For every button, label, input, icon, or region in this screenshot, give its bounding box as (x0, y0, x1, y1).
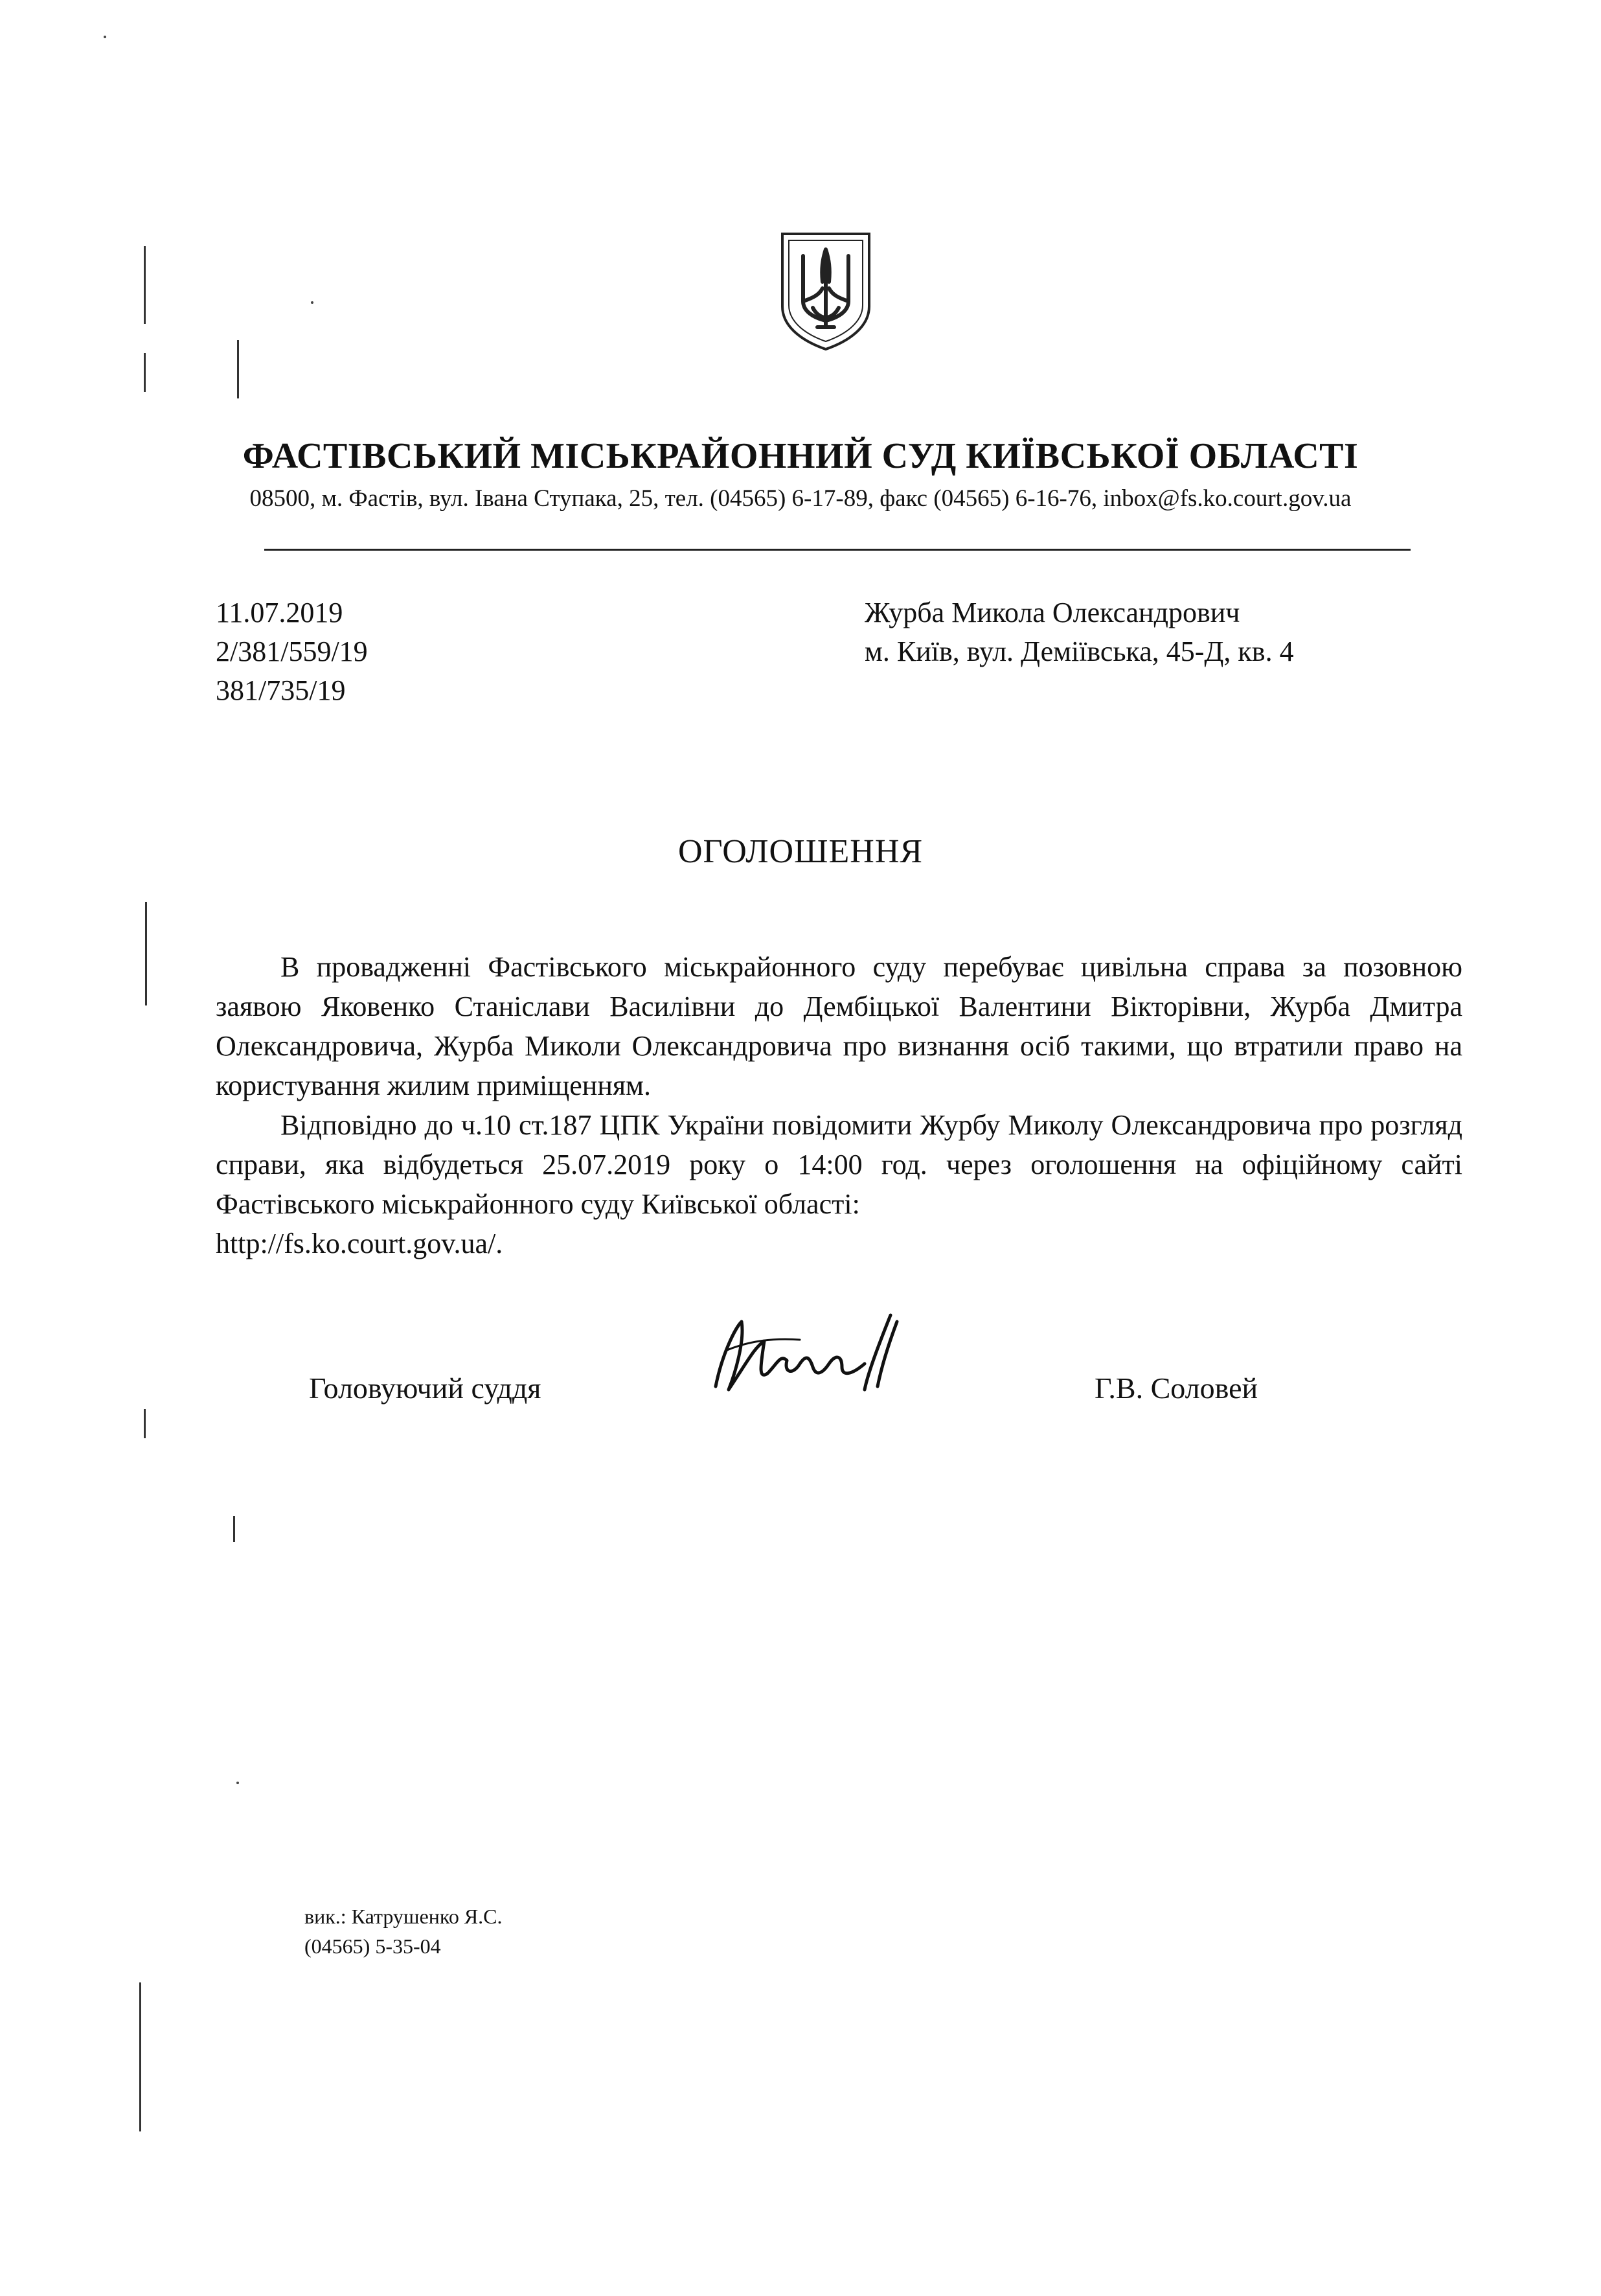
scan-mark (139, 1982, 141, 2131)
header-divider (264, 549, 1411, 551)
scan-dot (104, 36, 106, 38)
trident-coat-of-arms-icon (777, 230, 874, 353)
scan-mark (237, 340, 239, 398)
case-number: 2/381/559/19 (216, 636, 368, 667)
court-contacts: 08500, м. Фастів, вул. Івана Ступака, 25, тел. (04565) 6-17-89, факс (04565) 6-16-76, inbox@fs.ko.court.gov.ua (249, 485, 1352, 512)
scan-mark (145, 902, 147, 1005)
signatory-title: Головуючий суддя (309, 1372, 541, 1405)
body-paragraph (216, 1105, 1462, 1263)
scan-dot (236, 1782, 239, 1784)
body-paragraph-text: Відповідно до ч.10 ст.187 ЦПК України повідомити Журбу Миколу Олександровича про розгляд справи, яка відбудеться 25.07.2019 року о 14:00 год. через оголошення на офіційному сайті Фастівського міськрайонного суду Київської області: (216, 1109, 1462, 1220)
judge-name: Г.В. Соловей (1095, 1372, 1258, 1405)
body-paragraph: В провадженні Фастівського міськрайонного суду перебуває цивільна справа за позовною заявою Яковенко Станіслави Василівни до Дембіцької Валентини Вікторівни, Журба Дмитра Олександровича, Журба Миколи Олександровича про визнання осіб такими, що втратили право на користування жилим приміщенням. (216, 951, 1462, 1101)
case-number: 381/735/19 (216, 674, 346, 706)
executor-phone: (04565) 5-35-04 (304, 1934, 441, 1958)
scan-mark (144, 246, 146, 324)
addressee-address: м. Київ, вул. Деміївська, 45-Д, кв. 4 (865, 636, 1294, 667)
document-body (216, 947, 1462, 1263)
scan-dot (311, 301, 313, 304)
executor-info (304, 1901, 503, 1961)
document-title: ОГОЛОШЕННЯ (677, 833, 924, 870)
court-website-url: http://fs.ko.court.gov.ua/. (216, 1228, 503, 1259)
executor-name: вик.: Катрушенко Я.С. (304, 1905, 503, 1928)
scan-mark (233, 1516, 235, 1542)
scan-mark (144, 353, 146, 392)
scan-mark (144, 1409, 146, 1438)
handwritten-signature (703, 1302, 936, 1406)
letter-date: 11.07.2019 (216, 597, 343, 628)
court-name: ФАСТІВСЬКИЙ МІСЬКРАЙОННИЙ СУД КИЇВСЬКОЇ ОБЛАСТІ (242, 436, 1359, 476)
addressee-name: Журба Микола Олександрович (865, 597, 1240, 628)
